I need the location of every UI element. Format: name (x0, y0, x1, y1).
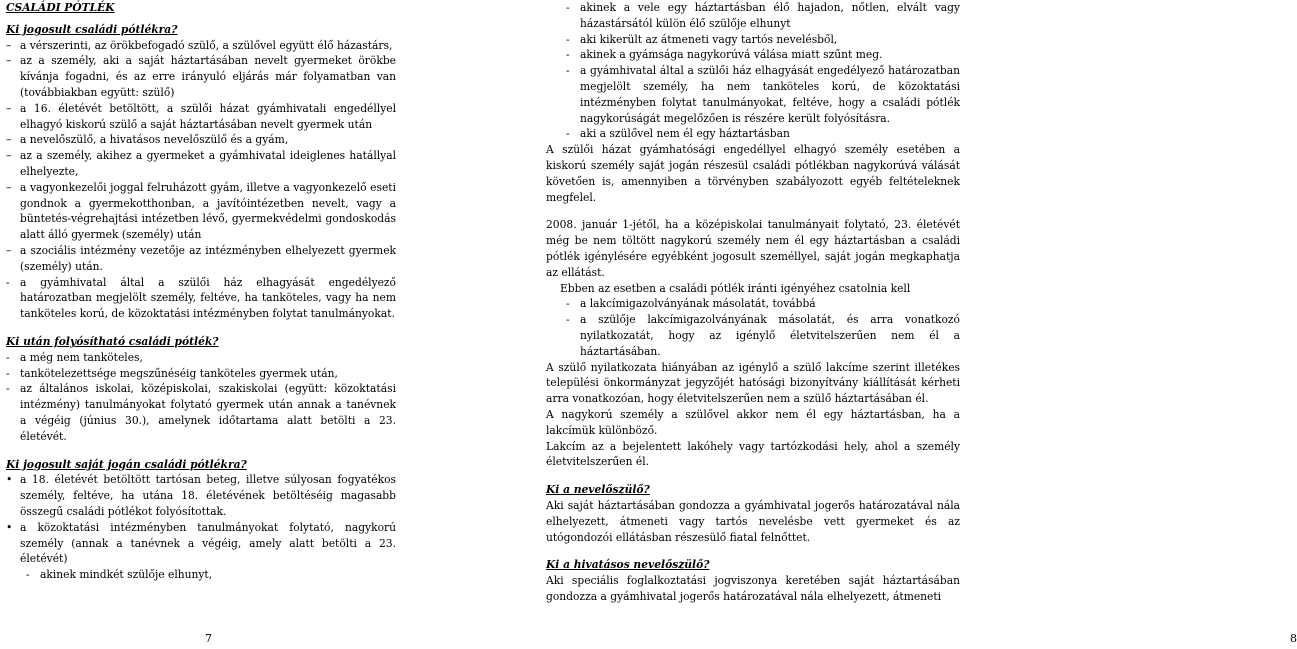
paragraph: Ebben az esetben a családi pótlék iránti igényéhez csatolnia kell (560, 281, 911, 295)
list-item: - tankötelezettsége megszűnéséig tanköteles gyermek után, (6, 366, 338, 380)
sub-list-item: - akinek a vele egy háztartásban élő hajadon, nőtlen, elvált vagy házastársától külön élő szülője elhunyt (566, 1, 960, 30)
paragraph: A nagykorú személy a szülővel akkor nem él egy háztartásban, ha a lakcímük különböző. (546, 407, 960, 437)
dash-marker: - (566, 297, 570, 311)
dash-marker: - (566, 48, 570, 62)
section-heading-own-right: Ki jogosult saját jogán családi pótlékra? (6, 457, 247, 471)
list-item: – a vérszerinti, az örökbefogadó szülő, a szülővel együtt élő házastárs, (6, 38, 393, 52)
list-item: – a szociális intézmény vezetője az intézményben elhelyezett gyermek (személy) után. (6, 243, 396, 273)
list-item: - a még nem tanköteles, (6, 350, 143, 364)
dash-marker: - (6, 366, 10, 380)
bullet-marker: • (6, 473, 13, 487)
list-item: – a nevelőszülő, a hivatásos nevelőszülő és a gyám, (6, 133, 289, 147)
sub-list-item: - akinek mindkét szülője elhunyt, (26, 568, 213, 582)
dash-marker: - (26, 568, 30, 582)
list-item: – a vagyonkezelői joggal felruházott gyám, illetve a vagyonkezelő eseti gondnok a gyermekotthonban, a javítóintézetben nevelt, vagy a büntetés-végrehajtási intézetben lévő, gyermekvédelmi gondoskodás alatt álló gyermek (személy) után (6, 180, 396, 242)
section-heading-who-entitled: Ki jogosult családi pótlékra? (6, 22, 178, 36)
bullet-item: • a 18. életévét betöltött tartósan beteg, illetve súlyosan fogyatékos személy, feltéve, ha utána 18. életévének betöltéséig magasabb összegű családi pótlékot folyósítottak. (6, 473, 396, 518)
section-heading-for-whom: Ki után folyósítható családi pótlék? (6, 334, 219, 348)
dash-marker: - (566, 1, 570, 14)
sub-list-item: - aki kikerült az átmeneti vagy tartós nevelésből, (566, 32, 838, 46)
left-page (0, 0, 401, 649)
sub-list-item: - a szülője lakcímigazolványának másolatát, és arra vonatkozó nyilatkozatát, hogy az igénylő életvitelszerűen nem él a háztartásában. (566, 313, 960, 358)
paragraph: Lakcím az a bejelentett lakóhely vagy tartózkodási hely, ahol a személy életvitelszerűen él. (546, 439, 960, 469)
dash-marker: – (6, 243, 12, 257)
section-heading-professional-foster-parent: Ki a hivatásos nevelőszülő? (546, 558, 710, 572)
right-page (541, 0, 1297, 649)
paragraph: Aki saját háztartásában gondozza a gyámhivatal jogerős határozatával nála elhelyezett, átmeneti vagy tartós nevelésbe vett gyermeket és az utógondozói ellátásban részesülő fiatal felnőttet. (546, 498, 960, 544)
list-item: - a gyámhivatal által a szülői ház elhagyását engedélyező határozatban megjelölt személy, feltéve, ha tanköteles, vagy ha nem tanköteles korú, de közoktatási intézményben folytat tanulmányokat. (6, 275, 396, 321)
dash-marker: - (6, 382, 10, 396)
page-number: 8 (1290, 632, 1297, 645)
dash-marker: – (6, 180, 12, 194)
list-item: – a 16. életévét betöltött, a szülői házat gyámhivatali engedéllyel elhagyó kiskorú szülő a saját háztartásában nevelt gyermek után (6, 101, 396, 131)
dash-marker: – (6, 54, 12, 68)
sub-list-item: - aki a szülővel nem él egy háztartásban (566, 127, 790, 141)
dash-marker: – (6, 38, 12, 52)
dash-marker: – (6, 101, 12, 115)
paragraph: 2008. január 1-jétől, ha a középiskolai tanulmányait folytató, 23. életévét még be nem töltött nagykorú személy nem él egy háztartásban a családi pótlék igénylésére egyébként jogosult személlyel, saját jogán megkaphatja az ellátást. (546, 218, 960, 279)
paragraph: A szülő nyilatkozata hiányában az igénylő a szülő lakcíme szerint illetékes települési önkormányzat jegyzőjét hatósági bizonyítvány kiállítását kérheti arra vonatkozóan, hogy életvitelszerűen nem a szülő háztartásában él. (546, 360, 960, 406)
dash-marker: – (6, 149, 12, 163)
sub-list-item: - a gyámhivatal által a szülői ház elhagyását engedélyező határozatban megjelölt személy, ha nem tanköteles korú, de közoktatási intézményben folytat tanulmányokat, feltéve, hogy a családi pótlék nagykorúságát megelőzően is részére került folyósításra. (566, 64, 960, 125)
section-heading-foster-parent: Ki a nevelőszülő? (546, 483, 650, 497)
dash-marker: - (566, 313, 570, 327)
paragraph: A szülői házat gyámhatósági engedéllyel elhagyó személy esetében a kiskorú személy saját jogán részesül családi pótlékban nagykorúvá válását követően is, amennyiben a törvényben szabályozott egyéb feltételeknek megfelel. (546, 143, 960, 204)
list-item: - az általános iskolai, középiskolai, szakiskolai (együtt: közoktatási intézmény) tanulmányokat folytató gyermek után annak a tanévnek a végéig (június 30.), amelynek időtartama alatt betölti a 23. életévét. (6, 382, 396, 443)
dash-marker: - (6, 350, 10, 364)
bullet-item: • a közoktatási intézményben tanulmányokat folytató, nagykorú személy (annak a tanévnek a végéig, amely alatt betölti a 23. életévét) (6, 520, 396, 566)
dash-marker: - (6, 275, 10, 289)
dash-marker: - (566, 32, 570, 46)
dash-marker: - (566, 127, 570, 141)
page-title: CSALÁDI PÓTLÉK (6, 1, 115, 14)
bullet-marker: • (6, 520, 13, 534)
dash-marker: – (6, 133, 12, 147)
sub-list-item: - a lakcímigazolványának másolatát, továbbá (566, 297, 816, 311)
list-item: – az a személy, akihez a gyermeket a gyámhivatal ideiglenes hatállyal elhelyezte, (6, 149, 396, 178)
page-number: 7 (205, 632, 212, 645)
dash-marker: - (566, 64, 570, 78)
list-item: – az a személy, aki a saját háztartásában nevelt gyermeket örökbe kívánja fogadni, és az erre irányuló eljárás már folyamatban van (továbbiakban együtt: szülő) (6, 54, 396, 99)
paragraph: Aki speciális foglalkoztatási jogviszonya keretében saját háztartásában gondozza a gyámhivatal jogerős határozatával nála elhelyezett, átmeneti (546, 574, 960, 603)
sub-list-item: - akinek a gyámsága nagykorúvá válása miatt szűnt meg. (566, 48, 883, 62)
